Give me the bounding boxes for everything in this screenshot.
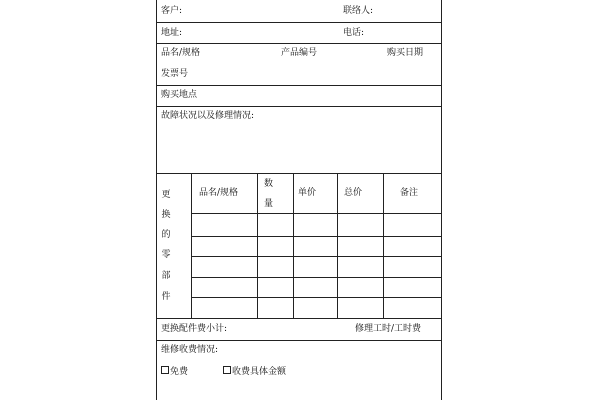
fee-status-label: 维修收费情况: [161, 345, 219, 355]
row-divider [157, 173, 441, 174]
col-header-name-spec: 品名/规格 [199, 188, 239, 198]
product-number-label: 产品编号 [281, 48, 318, 58]
invoice-number-label: 发票号 [161, 69, 189, 79]
address-label: 地址: [161, 28, 183, 38]
charge-amount-option-label: 收费具体金额 [232, 367, 287, 377]
row-divider [157, 43, 441, 44]
parts-side-label-char: 零 [161, 250, 171, 260]
col-header-unit-price: 单价 [298, 188, 317, 198]
free-option[interactable] [161, 366, 188, 378]
row-divider [157, 85, 441, 86]
contact-label: 联络人: [343, 6, 374, 16]
col-header-total-price: 总价 [344, 188, 363, 198]
parts-table-row-line [191, 236, 441, 237]
free-option-label: 免费 [170, 367, 189, 377]
parts-side-label-char: 换 [161, 210, 171, 220]
charge-amount-option[interactable] [223, 366, 286, 378]
parts-table-col-line [383, 173, 384, 318]
row-divider [157, 106, 441, 107]
parts-table-col-line [191, 173, 192, 318]
parts-subtotal-label: 更换配件费小计: [161, 324, 228, 334]
row-divider [157, 318, 441, 319]
parts-table-row-line [191, 213, 441, 214]
repair-form [156, 0, 442, 400]
parts-side-label-char: 的 [161, 230, 171, 240]
parts-side-label-char: 件 [161, 292, 171, 302]
row-divider [157, 340, 441, 341]
labor-hours-fee-label: 修理工时/工时费 [355, 324, 422, 334]
phone-label: 电话: [343, 28, 365, 38]
parts-table-col-line [257, 173, 258, 318]
parts-table-row-line [191, 256, 441, 257]
row-divider [157, 22, 441, 23]
col-header-quantity-1: 数 [264, 179, 274, 189]
parts-side-label-char: 部 [161, 271, 171, 281]
fault-description-label: 故障状况以及修理情况: [161, 111, 255, 121]
parts-table-row-line [191, 277, 441, 278]
purchase-place-label: 购买地点 [161, 90, 198, 100]
parts-table-col-line [337, 173, 338, 318]
checkbox-icon[interactable] [223, 366, 231, 374]
checkbox-icon[interactable] [161, 366, 169, 374]
purchase-date-label: 购买日期 [387, 48, 424, 58]
col-header-remark: 备注 [400, 188, 419, 198]
parts-table-row-line [191, 297, 441, 298]
parts-table-col-line [293, 173, 294, 318]
col-header-quantity-2: 量 [264, 199, 274, 209]
customer-label: 客户: [161, 6, 183, 16]
parts-side-label-char: 更 [161, 190, 171, 200]
product-name-spec-label: 品名/规格 [161, 48, 201, 58]
